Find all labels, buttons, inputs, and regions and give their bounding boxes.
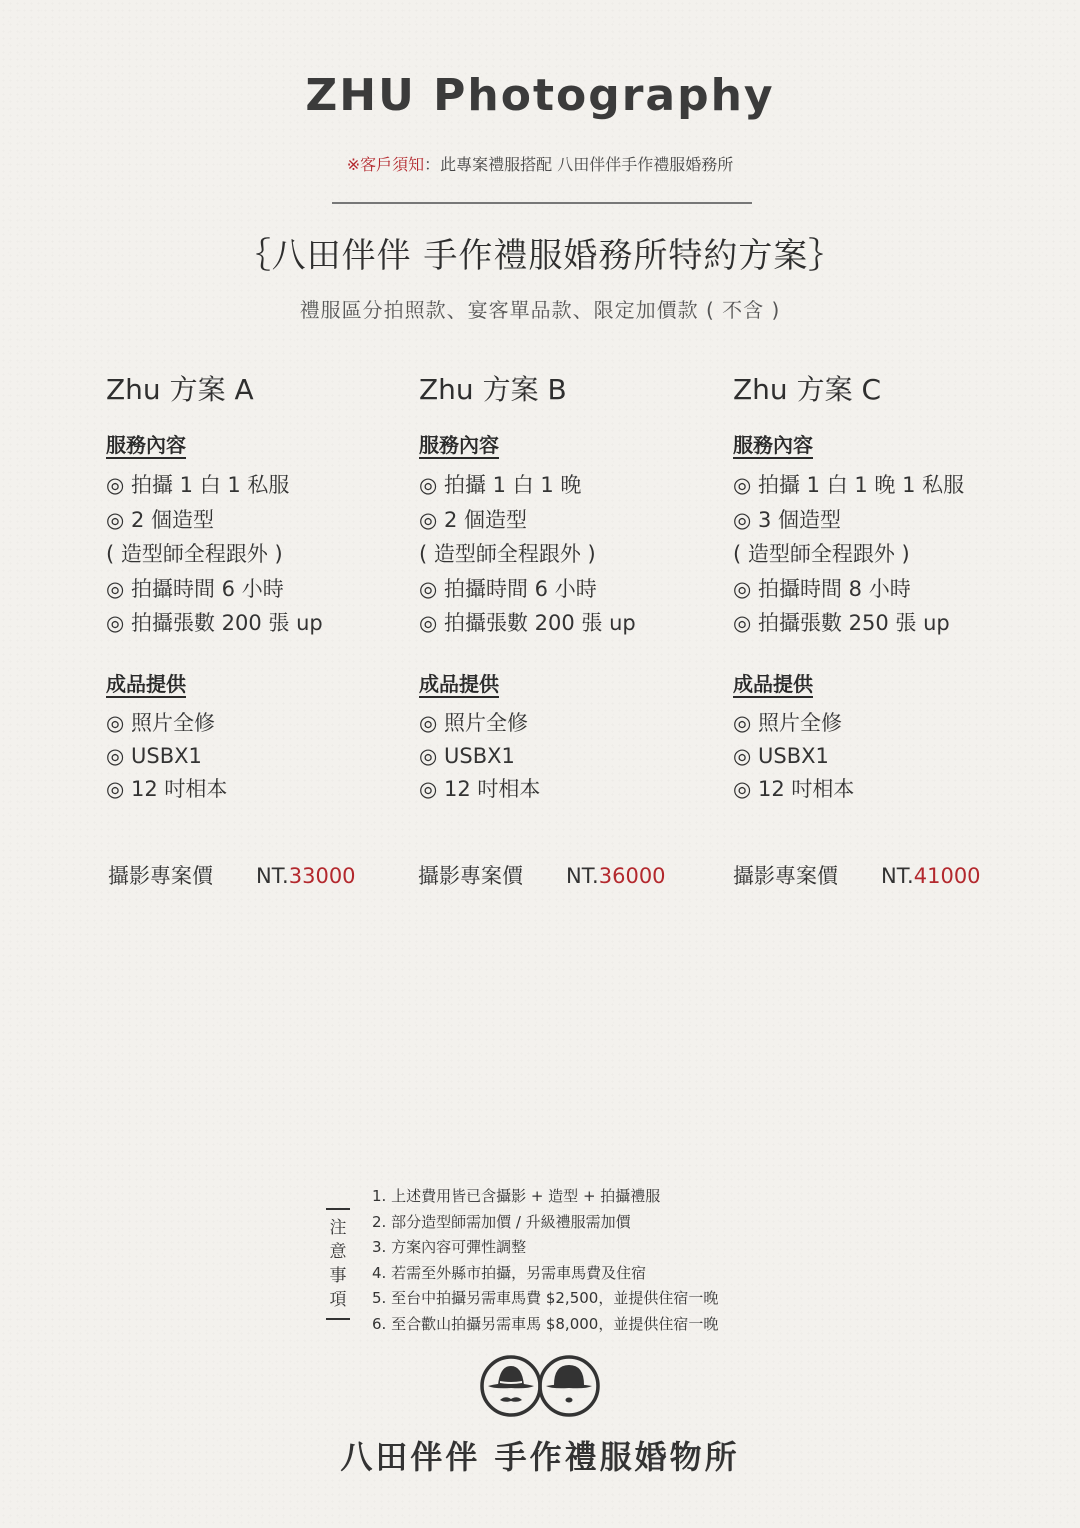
service-heading: 服務內容 <box>733 433 813 457</box>
notes-label <box>326 1208 350 1320</box>
plan-c-price <box>733 860 981 890</box>
product-item: ◎ USBX1 <box>733 743 829 768</box>
product-item: ◎ 照片全修 <box>733 710 842 735</box>
service-item: ◎ 拍攝時間 6 小時 <box>106 576 284 601</box>
note-item: 4. 若需至外縣市拍攝，另需車馬費及住宿 <box>372 1263 647 1282</box>
service-heading: 服務內容 <box>106 433 186 457</box>
product-item: ◎ 照片全修 <box>419 710 528 735</box>
service-item: ◎ 拍攝 1 白 1 晚 <box>419 473 582 497</box>
service-item: ◎ 3 個造型 <box>733 507 842 532</box>
service-item: ◎ 拍攝時間 6 小時 <box>419 576 597 601</box>
notice-mark: ※ <box>346 155 361 174</box>
service-item: ( 造型師全程跟外 ) <box>106 542 283 566</box>
service-item: ◎ 拍攝張數 250 張 up <box>733 611 950 635</box>
price-value: 33000 <box>288 864 356 888</box>
service-item: ◎ 拍攝時間 8 小時 <box>733 576 911 601</box>
products-list <box>106 707 406 806</box>
plan-name: Zhu 方案 B <box>419 373 567 406</box>
note-item: 3. 方案內容可彈性調整 <box>372 1238 527 1257</box>
customer-notice <box>0 152 1080 175</box>
service-item: ◎ 拍攝 1 白 1 私服 <box>106 473 290 497</box>
two-gentlemen-hat-logo-icon <box>478 1352 602 1420</box>
notice-label: 客戶須知 <box>360 155 425 174</box>
notice-text: ：此專案禮服搭配 八田伴伴手作禮服婚務所 <box>424 155 734 174</box>
note-item: 5. 至台中拍攝另需車馬費 $2,500，並提供住宿一晚 <box>372 1289 719 1308</box>
product-item: ◎ 12 吋相本 <box>733 776 855 801</box>
plan-title: ｛八田伴伴 手作禮服婚務所特約方案｝ <box>236 236 844 276</box>
service-item: ◎ 拍攝張數 200 張 up <box>106 611 323 635</box>
brand-title: ZHU Photography <box>305 70 775 121</box>
plan-column-c <box>733 370 1033 806</box>
price-label: 攝影專案價 <box>108 864 213 888</box>
price-prefix: NT. <box>566 864 599 888</box>
products-heading: 成品提供 <box>733 671 813 696</box>
service-list <box>106 468 406 641</box>
footer-brand-name: 八田伴伴 手作禮服婚物所 <box>340 1438 740 1476</box>
notes-label-char: 注 <box>329 1218 347 1238</box>
price-prefix: NT. <box>256 864 289 888</box>
product-item: ◎ 照片全修 <box>106 710 215 735</box>
products-list <box>733 707 1033 806</box>
service-list <box>419 468 719 641</box>
service-list <box>733 468 1033 641</box>
price-label: 攝影專案價 <box>418 864 523 888</box>
price-value: 36000 <box>598 864 666 888</box>
plan-name: Zhu 方案 C <box>733 373 882 406</box>
note-item: 1. 上述費用皆已含攝影 + 造型 + 拍攝禮服 <box>372 1187 661 1205</box>
plan-column-b <box>419 370 719 806</box>
price-label: 攝影專案價 <box>733 864 838 888</box>
plan-b-price <box>418 860 666 890</box>
service-item: ◎ 拍攝張數 200 張 up <box>419 611 636 635</box>
plan-column-a <box>106 370 406 806</box>
product-item: ◎ 12 吋相本 <box>106 776 228 801</box>
note-item: 6. 至合歡山拍攝另需車馬 $8,000，並提供住宿一晚 <box>372 1314 719 1333</box>
notes-label-char: 意 <box>329 1242 347 1262</box>
plan-subtitle: 禮服區分拍照款、宴客單品款、限定加價款 ( 不含 ) <box>299 298 781 322</box>
plan-a-price <box>108 860 356 890</box>
service-heading: 服務內容 <box>419 433 499 457</box>
note-item: 2. 部分造型師需加價 / 升級禮服需加價 <box>372 1212 631 1231</box>
notes-list <box>372 1184 718 1338</box>
price-prefix: NT. <box>881 864 914 888</box>
products-heading: 成品提供 <box>106 671 186 696</box>
service-item: ◎ 2 個造型 <box>419 507 528 532</box>
divider-line <box>332 202 752 204</box>
products-heading: 成品提供 <box>419 671 499 696</box>
product-item: ◎ USBX1 <box>106 743 202 768</box>
notes-label-char: 事 <box>329 1266 347 1286</box>
notes-label-char: 項 <box>329 1290 347 1310</box>
service-item: ( 造型師全程跟外 ) <box>419 542 596 566</box>
service-item: ◎ 2 個造型 <box>106 507 215 532</box>
product-item: ◎ 12 吋相本 <box>419 776 541 801</box>
plan-name: Zhu 方案 A <box>106 373 254 406</box>
service-item: ( 造型師全程跟外 ) <box>733 542 910 566</box>
service-item: ◎ 拍攝 1 白 1 晚 1 私服 <box>733 473 965 497</box>
price-value: 41000 <box>913 864 981 888</box>
products-list <box>419 707 719 806</box>
product-item: ◎ USBX1 <box>419 743 515 768</box>
